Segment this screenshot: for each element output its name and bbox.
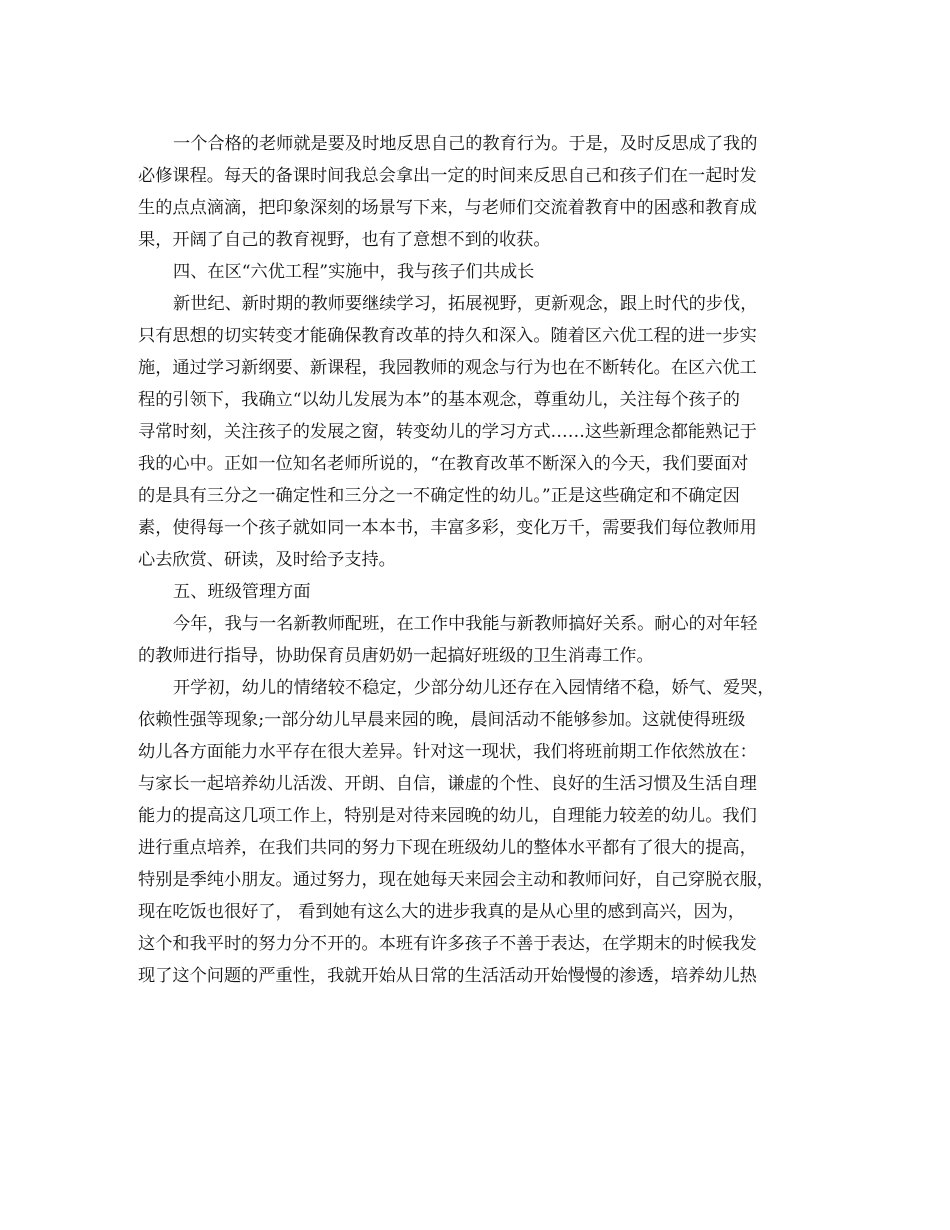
document-body	[138, 128, 828, 992]
paragraph-line: 一个合格的老师就是要及时地反思自己的教育行为。于是，及时反思成了我的	[173, 134, 758, 154]
paragraph-line: 施，通过学习新纲要、新课程，我园教师的观念与行为也在不断转化。在区六优工	[138, 358, 757, 378]
paragraph-line: 生的点点滴滴，把印象深刻的场景写下来，与老师们交流着教育中的困惑和教育成	[138, 198, 757, 218]
paragraph-line: 心去欣赏、研读，及时给予支持。	[138, 550, 396, 570]
section-heading: 四、在区“六优工程”实施中，我与孩子们共成长	[173, 262, 535, 282]
section-heading: 五、班级管理方面	[173, 582, 311, 602]
paragraph-line: 的是具有三分之一确定性和三分之一不确定性的幼儿。”正是这些确定和不确定因	[138, 486, 740, 506]
paragraph-line: 必修课程。每天的备课时间我总会拿出一定的时间来反思自己和孩子们在一起时发	[138, 166, 757, 186]
paragraph-line: 寻常时刻，关注孩子的发展之窗，转变幼儿的学习方式……这些新理念都能熟记于	[138, 422, 757, 442]
paragraph-line: 素，使得每一个孩子就如同一本本书，丰富多彩，变化万千，需要我们每位教师用	[138, 518, 757, 538]
paragraph-line: 幼儿各方面能力水平存在很大差异。针对这一现状，我们将班前期工作依然放在：	[138, 742, 757, 762]
paragraph-line: 新世纪、新时期的教师要继续学习，拓展视野，更新观念，跟上时代的步伐，	[173, 294, 758, 314]
paragraph-line: 依赖性强等现象;一部分幼儿早晨来园的晚，晨间活动不能够参加。这就使得班级	[138, 710, 746, 730]
paragraph-line: 程的引领下，我确立“以幼儿发展为本”的基本观念，尊重幼儿，关注每个孩子的	[138, 390, 740, 410]
paragraph-line: 只有思想的切实转变才能确保教育改革的持久和深入。随着区六优工程的进一步实	[138, 326, 757, 346]
paragraph-line: 今年，我与一名新教师配班，在工作中我能与新教师搞好关系。耐心的对年轻	[173, 614, 758, 634]
paragraph-line: 能力的提高这几项工作上，特别是对待来园晚的幼儿，自理能力较差的幼儿。我们	[138, 806, 757, 826]
paragraph-line: 进行重点培养，在我们共同的努力下现在班级幼儿的整体水平都有了很大的提高，	[138, 838, 757, 858]
paragraph-line: 现在吃饭也很好了， 看到她有这么大的进步我真的是从心里的感到高兴，因为，	[138, 902, 746, 922]
paragraph-line: 的教师进行指导，协助保育员唐奶奶一起搞好班级的卫生消毒工作。	[138, 646, 654, 666]
paragraph-line: 开学初，幼儿的情绪较不稳定，少部分幼儿还存在入园情绪不稳，娇气、爱哭，	[173, 678, 775, 698]
paragraph-line: 特别是季纯小朋友。通过努力，现在她每天来园会主动和教师问好，自己穿脱衣服，	[138, 870, 774, 890]
paragraph-line: 这个和我平时的努力分不开的。本班有许多孩子不善于表达，在学期末的时候我发	[138, 934, 757, 954]
paragraph-line: 与家长一起培养幼儿活泼、开朗、自信，谦虚的个性、良好的生活习惯及生活自理	[138, 774, 757, 794]
paragraph-line: 果，开阔了自己的教育视野，也有了意想不到的收获。	[138, 230, 551, 250]
paragraph-line: 现了这个问题的严重性，我就开始从日常的生活活动开始慢慢的渗透，培养幼儿热	[138, 966, 757, 986]
paragraph-line: 我的心中。正如一位知名老师所说的，“在教育改革不断深入的今天，我们要面对	[138, 454, 749, 474]
